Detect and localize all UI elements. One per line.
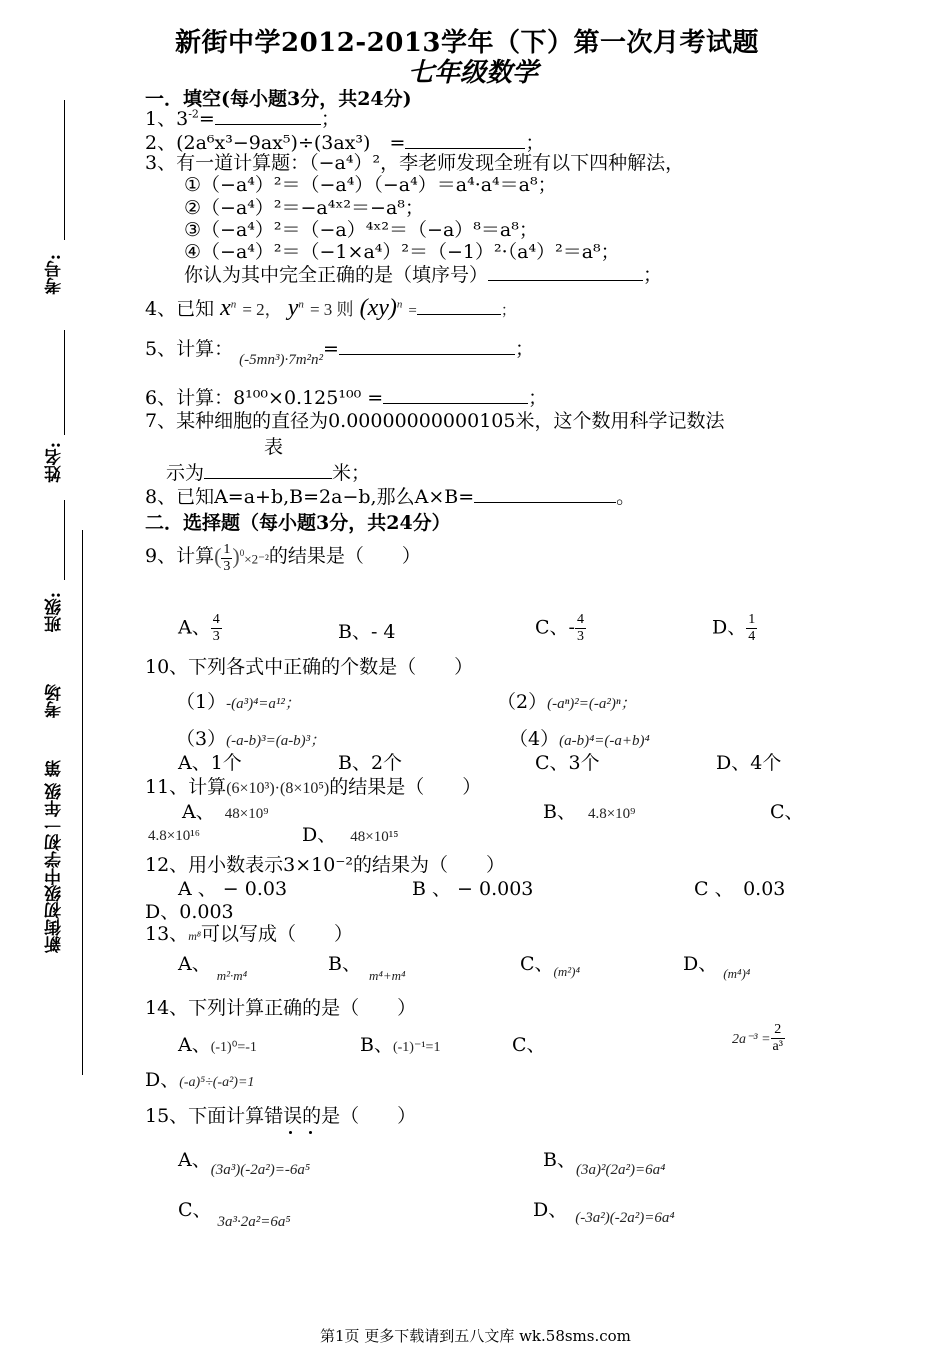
q9-option-a: A、 $\frac{4}{3}$ — [178, 612, 220, 644]
binding-line — [64, 100, 65, 240]
q12-option-d: D、0.003 — [145, 901, 234, 923]
question-12: 12、用小数表示3×10⁻²的结果为（ ） — [145, 854, 506, 876]
question-3: 3、有一道计算题：（−a⁴）²，李老师发现全班有以下四种解法， — [145, 152, 685, 174]
question-7: 7、某种细胞的直径为0.00000000000105米，这个数用科学记数法 — [145, 410, 725, 432]
question-3-option-3: ③（−a⁴）²＝（−a）⁴ˣ²＝（−a）⁸＝a⁸； — [184, 219, 538, 241]
answer-blank[interactable] — [339, 336, 515, 355]
q11-option-d: D、 48×10¹⁵ — [302, 824, 399, 846]
q14-option-d: D、(-a)⁵÷(-a²)=1 — [145, 1069, 255, 1091]
section-heading-choice: 二．选择题（每小题3分，共24分） — [145, 512, 451, 534]
answer-blank[interactable] — [215, 106, 321, 125]
answer-blank[interactable] — [405, 130, 525, 149]
room-label: 考场 — [45, 684, 65, 718]
q12-option-b: B 、 − 0.003 — [412, 878, 534, 900]
q10-option-c: C、3个 — [535, 752, 600, 774]
q9-option-d: D、 $\frac{1}{4}$ — [712, 612, 756, 644]
page-title: 新街中学2012-2013学年（下）第一次月考试题 — [175, 28, 760, 58]
question-2: 2、(2a⁶x³−9ax⁵)÷(3ax³) = ； — [145, 132, 545, 154]
answer-blank[interactable] — [383, 385, 528, 404]
question-11: 11、计算(6×10³)·(8×10⁵)的结果是（ ） — [145, 776, 482, 798]
q13-option-b: B、$_{m^4+m^4}$ — [328, 953, 406, 983]
q13-option-a: A、$_{m^2\cdot m^4}$ — [178, 953, 248, 983]
q13-option-c: C、$_{(m^2)^4}$ — [520, 953, 581, 979]
q11-option-b: B、 4.8×10⁹ — [543, 801, 636, 823]
q10-option-d: D、4个 — [716, 752, 782, 774]
section-heading-fill: 一．填空(每小题3分，共24分) — [145, 88, 412, 110]
q14-option-a: A、(-1)⁰=-1 — [178, 1034, 257, 1056]
q9-option-b: B、- 4 — [338, 621, 396, 643]
q14-option-c-expr: 2a⁻³ = $\frac{2}{\text{a³}}$ — [732, 1022, 783, 1054]
answer-blank[interactable] — [204, 460, 332, 479]
question-3-ask: 你认为其中完全正确的是（填序号） ； — [184, 264, 663, 286]
q10-option-a: A、1个 — [178, 752, 242, 774]
question-1: 1、$3^{-2}=$ ； — [145, 107, 340, 130]
answer-blank[interactable] — [417, 296, 501, 315]
q13-option-d: D、 $_{(m^4)^4}$ — [683, 953, 751, 981]
emphasis-dot — [289, 1131, 292, 1134]
q14-option-c: C、 — [512, 1034, 546, 1056]
q11-option-a: A、 48×10⁹ — [182, 801, 269, 823]
q12-option-c: C 、 0.03 — [694, 878, 786, 900]
binding-line — [82, 530, 83, 1075]
question-3-option-1: ①（−a⁴）²＝（−a⁴）（−a⁴）＝a⁴·a⁴＝a⁸； — [184, 174, 557, 196]
q15-option-c: C、$_{3a^3\cdot 2a^2=6a^5}$ — [178, 1199, 291, 1230]
q10-item-4: （4）(a-b)⁴=(-a+b)⁴ — [509, 728, 650, 750]
question-4: 4、已知 $x^n = 2$， $y^n = 3$ 则 (xy)$^n$ = ； — [145, 295, 516, 321]
question-15: 15、下面计算错误的是（ ） — [145, 1105, 417, 1127]
q10-item-2: （2）(-aⁿ)²=(-a²)ⁿ； — [497, 691, 636, 713]
q11-option-c: C、 — [770, 801, 804, 823]
q12-option-a: A 、 − 0.03 — [178, 878, 288, 900]
q15-option-b: B、$_{(3a)^2(2a^2)=6a^4}$ — [543, 1149, 666, 1178]
q14-option-b: B、(-1)⁻¹=1 — [360, 1034, 441, 1056]
q10-item-3: （3）(-a-b)³=(a-b)³； — [176, 728, 326, 750]
q10-option-b: B、2个 — [338, 752, 403, 774]
binding-line — [64, 330, 65, 435]
question-7-cont: 表 — [264, 436, 284, 458]
question-8: 8、已知A=a+b,B=2a−b,那么A×B= 。 — [145, 486, 636, 508]
answer-blank[interactable] — [488, 262, 643, 281]
question-9: 9、计算( $\frac{1}{3}$ )$^0$×2⁻²的结果是（ ） — [145, 542, 421, 574]
q11-option-c-value: 4.8×10¹⁶ — [148, 828, 200, 844]
school-label: 新街初级中学初一年级 第 — [45, 760, 65, 953]
q15-option-a: A、$_{(3a^3)(-2a^2)=-6a^5}$ — [178, 1149, 311, 1178]
q10-item-1: （1）-(a³)⁴=a¹²； — [176, 691, 300, 713]
class-label: 班级: — [45, 592, 65, 633]
binding-line — [64, 500, 65, 580]
question-13: 13、m⁸可以写成（ ） — [145, 923, 354, 945]
emphasis-dot — [309, 1131, 312, 1134]
question-6: 6、计算：8¹⁰⁰×0.125¹⁰⁰ = ； — [145, 387, 548, 409]
question-3-option-4: ④（−a⁴）²＝（−1×a⁴）²＝（−1）²·（a⁴）²＝a⁸； — [184, 241, 620, 263]
question-5: 5、计算： $_{(-5mn^3)\cdot 7m^2n^2}$= ； — [145, 338, 534, 368]
question-14: 14、下列计算正确的是（ ） — [145, 997, 417, 1019]
question-7-answer: 示为 米； — [166, 462, 371, 484]
exam-number-label: 考号: — [45, 254, 65, 295]
page-footer: 第1页 更多下载请到五八文库 wk.58sms.com — [320, 1327, 631, 1345]
name-label: 姓名: — [45, 442, 65, 483]
q9-option-c: C、- $\frac{4}{3}$ — [535, 612, 584, 644]
q15-option-d: D、 $_{(-3a^2)(-2a^2)=6a^4}$ — [533, 1199, 675, 1226]
answer-blank[interactable] — [474, 484, 616, 503]
page-subtitle: 七年级数学 — [408, 58, 539, 88]
question-3-option-2: ②（−a⁴）²＝−a⁴ˣ²＝−a⁸； — [184, 197, 424, 219]
question-10: 10、下列各式中正确的个数是（ ） — [145, 656, 474, 678]
